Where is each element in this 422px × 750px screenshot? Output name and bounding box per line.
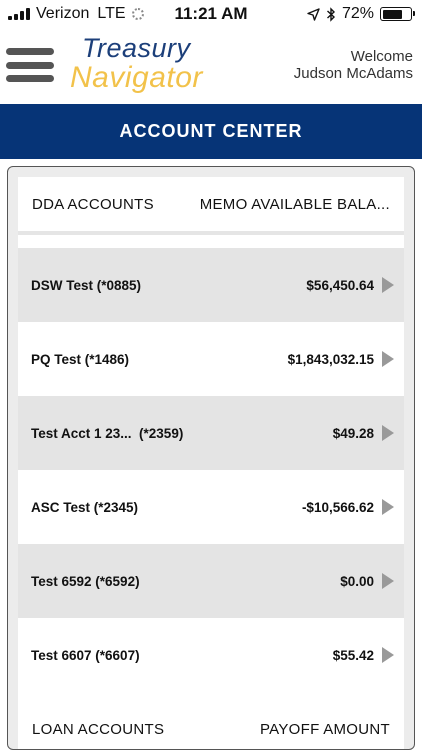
welcome-message	[294, 48, 413, 82]
battery-level-fill	[383, 10, 402, 19]
page-title-bar	[0, 104, 422, 159]
location-icon	[307, 8, 320, 21]
account-balance: $49.28	[332, 425, 374, 441]
hamburger-menu-icon[interactable]	[6, 48, 54, 82]
welcome-label: Welcome	[350, 48, 413, 65]
network-label: LTE	[97, 5, 126, 22]
account-row[interactable]	[18, 618, 404, 692]
arrow-right-icon	[382, 351, 394, 367]
arrow-right-icon	[382, 277, 394, 293]
status-bar	[0, 0, 422, 28]
account-list[interactable]	[18, 177, 404, 749]
account-name: Test 6592 (*6592)	[31, 573, 140, 589]
account-balance: $55.42	[332, 647, 374, 663]
arrow-right-icon	[382, 499, 394, 515]
account-row[interactable]	[18, 544, 404, 618]
account-name: ASC Test (*2345)	[31, 499, 139, 515]
arrow-right-icon	[382, 573, 394, 589]
account-name: DSW Test (*0885)	[31, 277, 142, 293]
account-name: Test Acct 1 23... (*2359)	[31, 425, 184, 441]
arrow-right-icon	[382, 647, 394, 663]
status-time: 11:21 AM	[174, 4, 248, 23]
account-balance: $56,450.64	[306, 277, 374, 293]
account-balance: $0.00	[340, 573, 374, 589]
loan-accounts-header	[18, 698, 404, 738]
battery-percent: 72%	[341, 5, 374, 22]
status-right	[307, 5, 412, 23]
bluetooth-icon	[326, 7, 336, 22]
memo-available-balance-label: MEMO AVAILABLE BALA...	[199, 195, 390, 213]
user-name: Judson McAdams	[293, 65, 413, 82]
treasury-navigator-logo	[70, 35, 203, 93]
page-title: ACCOUNT CENTER	[119, 121, 303, 141]
arrow-right-icon	[382, 425, 394, 441]
logo-line-treasury: Treasury	[82, 33, 191, 63]
account-balance: -$10,566.62	[301, 499, 374, 515]
account-name: PQ Test (*1486)	[31, 351, 130, 367]
account-row[interactable]	[18, 322, 404, 396]
dda-accounts-label: DDA ACCOUNTS	[32, 195, 154, 213]
app-header	[0, 28, 422, 104]
account-panel	[7, 166, 415, 750]
dda-accounts-header	[18, 177, 404, 235]
payoff-amount-label: PAYOFF AMOUNT	[259, 721, 390, 738]
account-row[interactable]	[18, 396, 404, 470]
loan-accounts-label: LOAN ACCOUNTS	[32, 721, 165, 738]
account-row[interactable]	[18, 248, 404, 322]
account-name: Test 6607 (*6607)	[31, 647, 140, 663]
account-row[interactable]	[18, 470, 404, 544]
battery-icon	[380, 7, 412, 21]
account-balance: $1,843,032.15	[287, 351, 374, 367]
carrier-label: Verizon	[36, 5, 90, 22]
logo-line-navigator: Navigator	[70, 61, 203, 94]
